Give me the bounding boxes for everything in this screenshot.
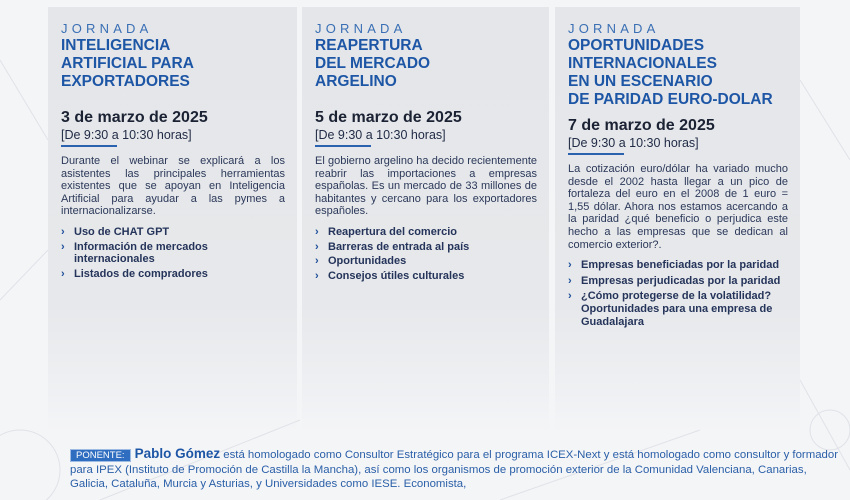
- title-line: REAPERTURA: [315, 37, 423, 54]
- topic-item: [568, 290, 788, 328]
- title-line: ARGELINO: [315, 73, 397, 90]
- topic-item: [315, 270, 537, 283]
- title-line: EXPORTADORES: [61, 73, 190, 90]
- event-date: 3 de marzo de 2025: [61, 109, 208, 126]
- topic-item: [568, 259, 788, 272]
- topic-text: ¿Cómo protegerse de la volatilidad? Oportunidades para una empresa de Guadalajara: [581, 290, 773, 328]
- chevron-right-icon: ›: [568, 259, 572, 272]
- chevron-right-icon: ›: [61, 240, 65, 253]
- chevron-right-icon: ›: [315, 240, 319, 253]
- event-description: Durante el webinar se explicará a los asistentes las principales herramientas existentes que se apoyan en Inteligencia Artificial para ayudar a las pymes a internacionalizarse.: [61, 155, 285, 218]
- topic-text: Uso de CHAT GPT: [74, 225, 170, 238]
- event-label: JORNADA: [315, 21, 407, 36]
- topic-text: Información de mercados internacionales: [74, 240, 208, 266]
- topic-item: [315, 226, 537, 239]
- event-hours: [De 9:30 a 10:30 horas]: [568, 136, 699, 150]
- topic-text: Empresas perjudicadas por la paridad: [581, 274, 781, 287]
- title-line: OPORTUNIDADES: [568, 37, 705, 54]
- title-line: ARTIFICIAL PARA: [61, 55, 194, 72]
- chevron-right-icon: ›: [61, 225, 65, 238]
- event-description: El gobierno argelino ha decido recientemente reabrir las importaciones a empresas españolas. Es un mercado de 33 millones de habitantes y cercano para los exportadores españoles.: [315, 155, 537, 218]
- chevron-right-icon: ›: [568, 290, 572, 303]
- divider: [61, 145, 117, 147]
- topic-item: [568, 275, 788, 288]
- chevron-right-icon: ›: [61, 267, 65, 280]
- title-line: INTELIGENCIA: [61, 37, 171, 54]
- speaker-bio-text: está homologado como Consultor Estratégico para el programa ICEX-Next y está homologado como consultor y formador para IPEX (Instituto de Promoción de Castilla la Mancha), así como los organismos de promoción exterior de la Comunidad Valenciana, Canarias, Galicia, Cataluña, Murcia y Asturias, y Universidades como IESE. Economista,: [70, 449, 839, 490]
- topic-list: [568, 259, 788, 328]
- topic-text: Barreras de entrada al país: [328, 240, 470, 253]
- topic-item: [315, 255, 537, 268]
- divider: [315, 145, 371, 147]
- topic-list: [315, 226, 537, 282]
- event-title: [568, 37, 788, 117]
- topic-item: [315, 241, 537, 254]
- chevron-right-icon: ›: [315, 269, 319, 282]
- title-line: EN UN ESCENARIO: [568, 73, 713, 90]
- topic-item: [61, 226, 285, 239]
- topic-list: [61, 226, 285, 280]
- event-card-euro-dollar: [555, 7, 800, 432]
- topic-item: [61, 268, 285, 281]
- event-date: 5 de marzo de 2025: [315, 109, 462, 126]
- event-date: 7 de marzo de 2025: [568, 117, 715, 134]
- speaker-bio: [70, 447, 840, 491]
- topic-text: Consejos útiles culturales: [328, 269, 465, 282]
- topic-item: [61, 241, 285, 266]
- title-line: DE PARIDAD EURO-DOLAR: [568, 91, 773, 108]
- event-title: [315, 37, 537, 109]
- event-hours: [De 9:30 a 10:30 horas]: [315, 128, 446, 142]
- chevron-right-icon: ›: [315, 255, 319, 268]
- event-title: [61, 37, 285, 109]
- title-line: DEL MERCADO: [315, 55, 431, 72]
- topic-text: Oportunidades: [328, 255, 407, 268]
- event-label: JORNADA: [568, 21, 660, 36]
- topic-text: Listados de compradores: [74, 267, 208, 280]
- chevron-right-icon: ›: [315, 225, 319, 238]
- chevron-right-icon: ›: [568, 274, 572, 287]
- event-label: JORNADA: [61, 21, 153, 36]
- event-card-ai: [48, 7, 297, 432]
- divider: [568, 153, 624, 155]
- event-hours: [De 9:30 a 10:30 horas]: [61, 128, 192, 142]
- title-line: INTERNACIONALES: [568, 55, 717, 72]
- speaker-badge: PONENTE:: [70, 449, 131, 462]
- event-card-algeria: [302, 7, 549, 432]
- topic-text: Empresas beneficiadas por la paridad: [581, 259, 780, 272]
- event-description: La cotización euro/dólar ha variado mucho desde el 2002 hasta llegar a un pico de fortaleza del euro en el 2008 de 1 euro = 1,55 dólar. Ahora nos estamos acercando a la paridad ¿qué beneficio o perjudica este hecho a las empresas que se dedican al comercio exterior?.: [568, 163, 788, 251]
- topic-text: Reapertura del comercio: [328, 225, 457, 238]
- speaker-name: Pablo Gómez: [134, 446, 221, 461]
